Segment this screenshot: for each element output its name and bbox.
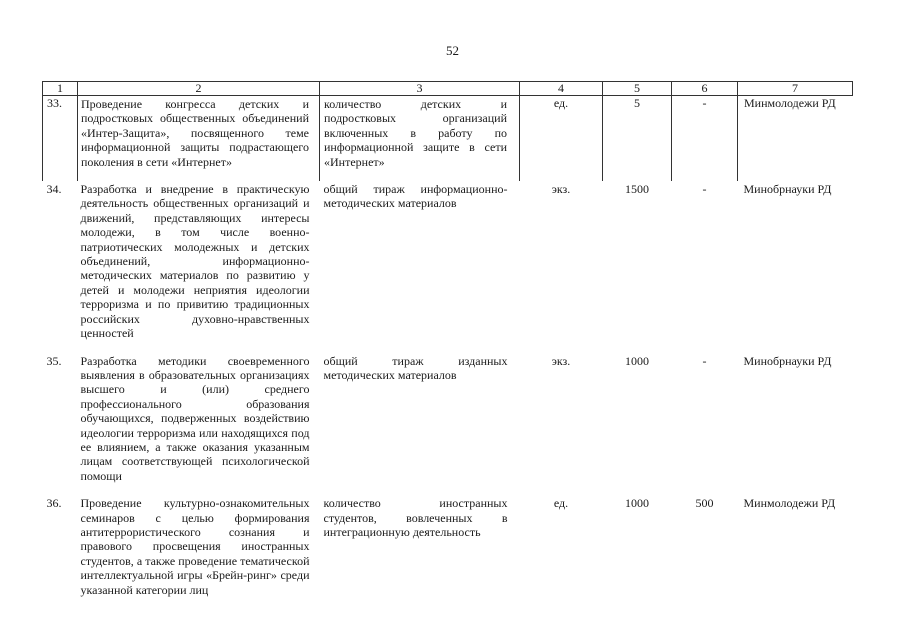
- row-number: 33.: [43, 96, 78, 182]
- measure-description: Проведение конгресса детских и подростковых общественных объединений «Интер-Защита», посвященного теме информационной защиты подрастающего поколения в сети «Интернет»: [78, 96, 320, 182]
- table-row: [43, 353, 853, 496]
- row-number: 34.: [46, 182, 62, 197]
- measure-responsible: Минмолодежи РД: [738, 96, 853, 182]
- header-cell-5: 5: [603, 82, 672, 96]
- measure-responsible: Минмолодежи РД: [743, 496, 836, 511]
- measure-indicator: количество детских и подростковых организаций включенных в работу по информационной защите в сети «Интернет»: [320, 96, 520, 182]
- row-number: 35.: [46, 353, 62, 368]
- measure-description: Разработка методики своевременного выявления в образовательных организациях высшего и (или) среднего профессионального образования обучающихся, подверженных воздействию идеологии терроризма или находящихся под ее влиянием, а также оказания указанным лицам соответствующей психологической помощи: [80, 353, 310, 483]
- header-cell-1: 1: [43, 82, 78, 96]
- header-cell-7: 7: [738, 82, 853, 96]
- header-cell-2: 2: [78, 82, 320, 96]
- measure-value-2: -: [702, 182, 707, 197]
- header-cell-4: 4: [520, 82, 603, 96]
- table-row: [43, 96, 853, 182]
- measure-value-2: 500: [695, 496, 714, 511]
- measure-responsible: Минобрнауки РД: [743, 182, 832, 197]
- table-header-row: [43, 82, 853, 96]
- measure-value-1: 1000: [625, 353, 649, 368]
- header-cell-6: 6: [672, 82, 738, 96]
- measure-value-1: 5: [603, 96, 672, 182]
- table-row: [43, 181, 853, 352]
- measure-responsible: Минобрнауки РД: [743, 353, 832, 368]
- measure-unit: ед.: [520, 96, 603, 182]
- measure-indicator: общий тираж изданных методических материалов: [323, 353, 508, 382]
- table-row: [43, 495, 853, 609]
- measure-unit: экз.: [551, 182, 571, 197]
- measure-description: Разработка и внедрение в практическую деятельность общественных организаций и движений, представляющих интересы молодежи, в том числе военно-патриотических молодежных и детских объединений, информационно-методических материалов по развитию у детей и молодежи неприятия идеологии терроризма и по привитию традиционных российских духовно-нравственных ценностей: [80, 182, 310, 341]
- row-number: 36.: [46, 496, 62, 511]
- measure-value-2: -: [672, 96, 738, 182]
- measure-indicator: общий тираж информационно-методических материалов: [323, 182, 508, 211]
- header-cell-3: 3: [320, 82, 520, 96]
- measure-unit: экз.: [551, 353, 571, 368]
- measure-unit: ед.: [553, 496, 569, 511]
- measures-table: [42, 81, 853, 609]
- measure-description: Проведение культурно-ознакомительных семинаров с целью формирования антитеррористического сознания и правового просвещения иностранных студентов, а также проведение тематической интеллектуальной игры «Брейн-ринг» среди указанной категории лиц: [80, 496, 310, 597]
- measure-indicator: количество иностранных студентов, вовлеченных в интеграционную деятельность: [323, 496, 508, 539]
- page-number: 52: [446, 43, 459, 58]
- measure-value-1: 1000: [625, 496, 649, 511]
- measure-value-1: 1500: [625, 182, 649, 197]
- measure-value-2: -: [702, 353, 707, 368]
